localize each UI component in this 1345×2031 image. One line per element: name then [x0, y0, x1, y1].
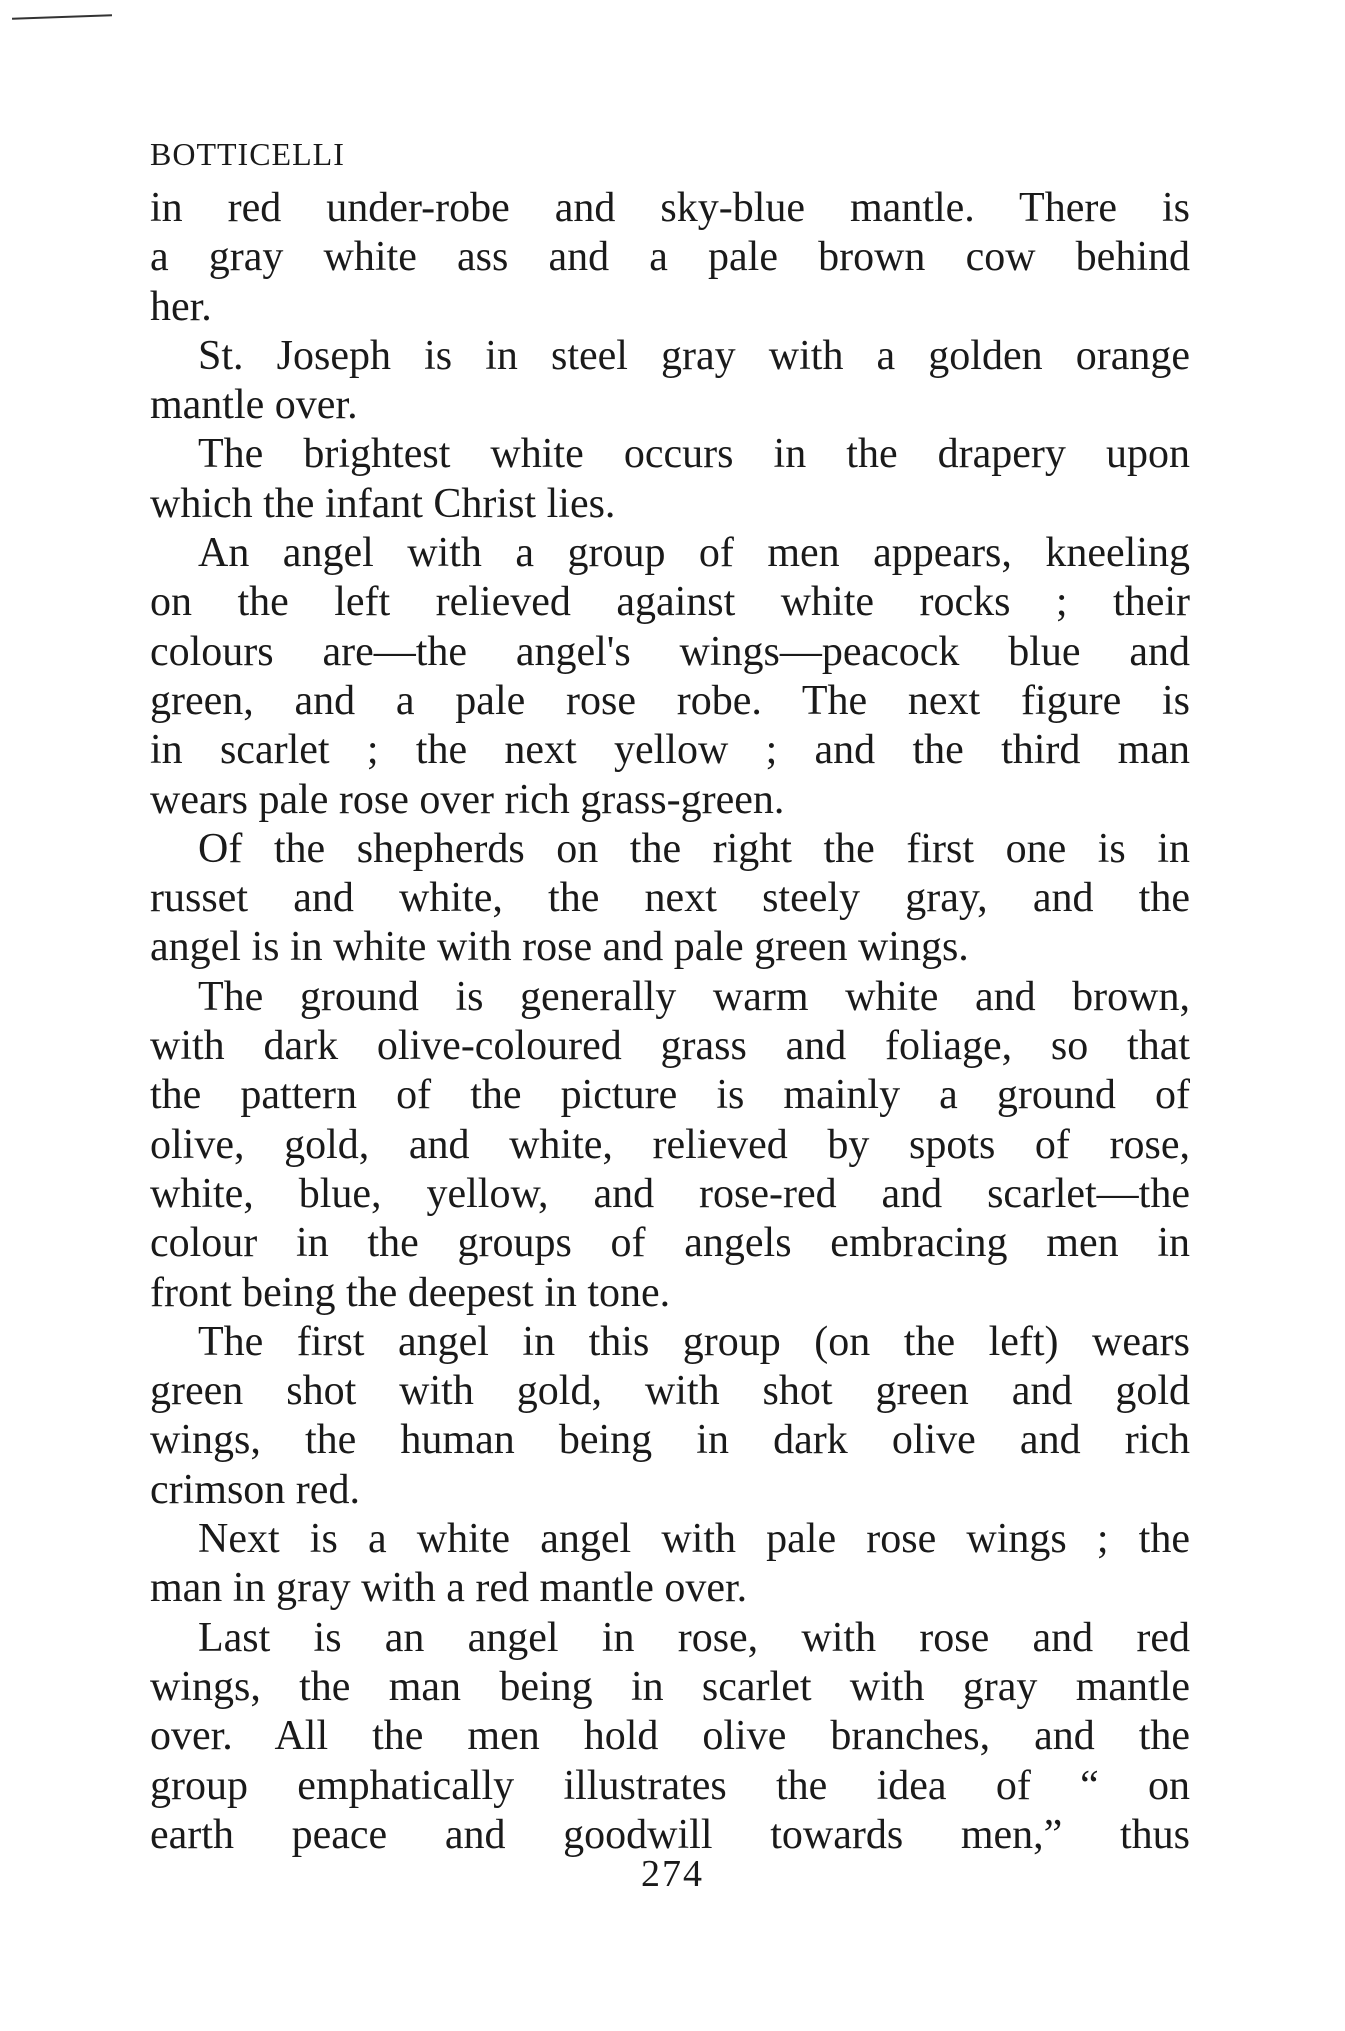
text-line: Last is an angel in rose, with rose and red	[198, 1614, 1190, 1661]
text-line: man in gray with a red mantle over.	[150, 1565, 748, 1612]
text-line: Of the shepherds on the right the first one is in	[198, 825, 1190, 872]
running-head: BOTTICELLI	[150, 136, 345, 172]
text-line: which the infant Christ lies.	[150, 480, 616, 527]
text-line: green shot with gold, with shot green and gold	[150, 1368, 1190, 1415]
text-line: The first angel in this group (on the left) wears	[198, 1318, 1190, 1365]
text-line: wings, the man being in scarlet with gray mantle	[150, 1663, 1190, 1710]
text-line: crimson red.	[150, 1466, 360, 1513]
body-text	[150, 184, 1190, 1860]
text-line: The ground is generally warm white and brown,	[198, 973, 1190, 1020]
text-line: front being the deepest in tone.	[150, 1269, 671, 1316]
text-line: earth peace and goodwill towards men,” thus	[150, 1811, 1190, 1858]
text-line: colours are—the angel's wings—peacock blue and	[150, 628, 1190, 675]
text-line: over. All the men hold olive branches, and the	[150, 1713, 1190, 1760]
text-line: group emphatically illustrates the idea of “ on	[150, 1762, 1190, 1809]
text-line: wears pale rose over rich grass-green.	[150, 776, 785, 823]
text-line: green, and a pale rose robe. The next figure is	[150, 677, 1190, 724]
text-line: white, blue, yellow, and rose-red and scarlet—the	[150, 1170, 1190, 1217]
text-line: Next is a white angel with pale rose wings ; the	[198, 1516, 1190, 1563]
text-line: on the left relieved against white rocks ; their	[150, 579, 1190, 626]
text-line: her.	[150, 283, 212, 330]
text-line: in scarlet ; the next yellow ; and the third man	[150, 727, 1190, 774]
page-number: 274	[641, 1853, 704, 1895]
text-line: angel is in white with rose and pale green wings.	[150, 924, 969, 971]
text-line: in red under-robe and sky-blue mantle. There is	[150, 185, 1190, 231]
text-line: with dark olive-coloured grass and foliage, so that	[150, 1023, 1190, 1070]
text-line: a gray white ass and a pale brown cow behind	[150, 234, 1190, 281]
text-line: St. Joseph is in steel gray with a golden orange	[198, 332, 1190, 379]
text-line: russet and white, the next steely gray, and the	[150, 875, 1190, 922]
text-line: An angel with a group of men appears, kneeling	[198, 530, 1190, 577]
text-line: colour in the groups of angels embracing men in	[150, 1220, 1190, 1267]
text-line: the pattern of the picture is mainly a ground of	[150, 1072, 1190, 1119]
text-line: wings, the human being in dark olive and rich	[150, 1417, 1190, 1464]
text-line: mantle over.	[150, 382, 358, 429]
scan-corner-mark	[12, 14, 112, 19]
text-line: The brightest white occurs in the drapery upon	[198, 431, 1190, 478]
text-line: olive, gold, and white, relieved by spots of rose,	[150, 1121, 1190, 1168]
